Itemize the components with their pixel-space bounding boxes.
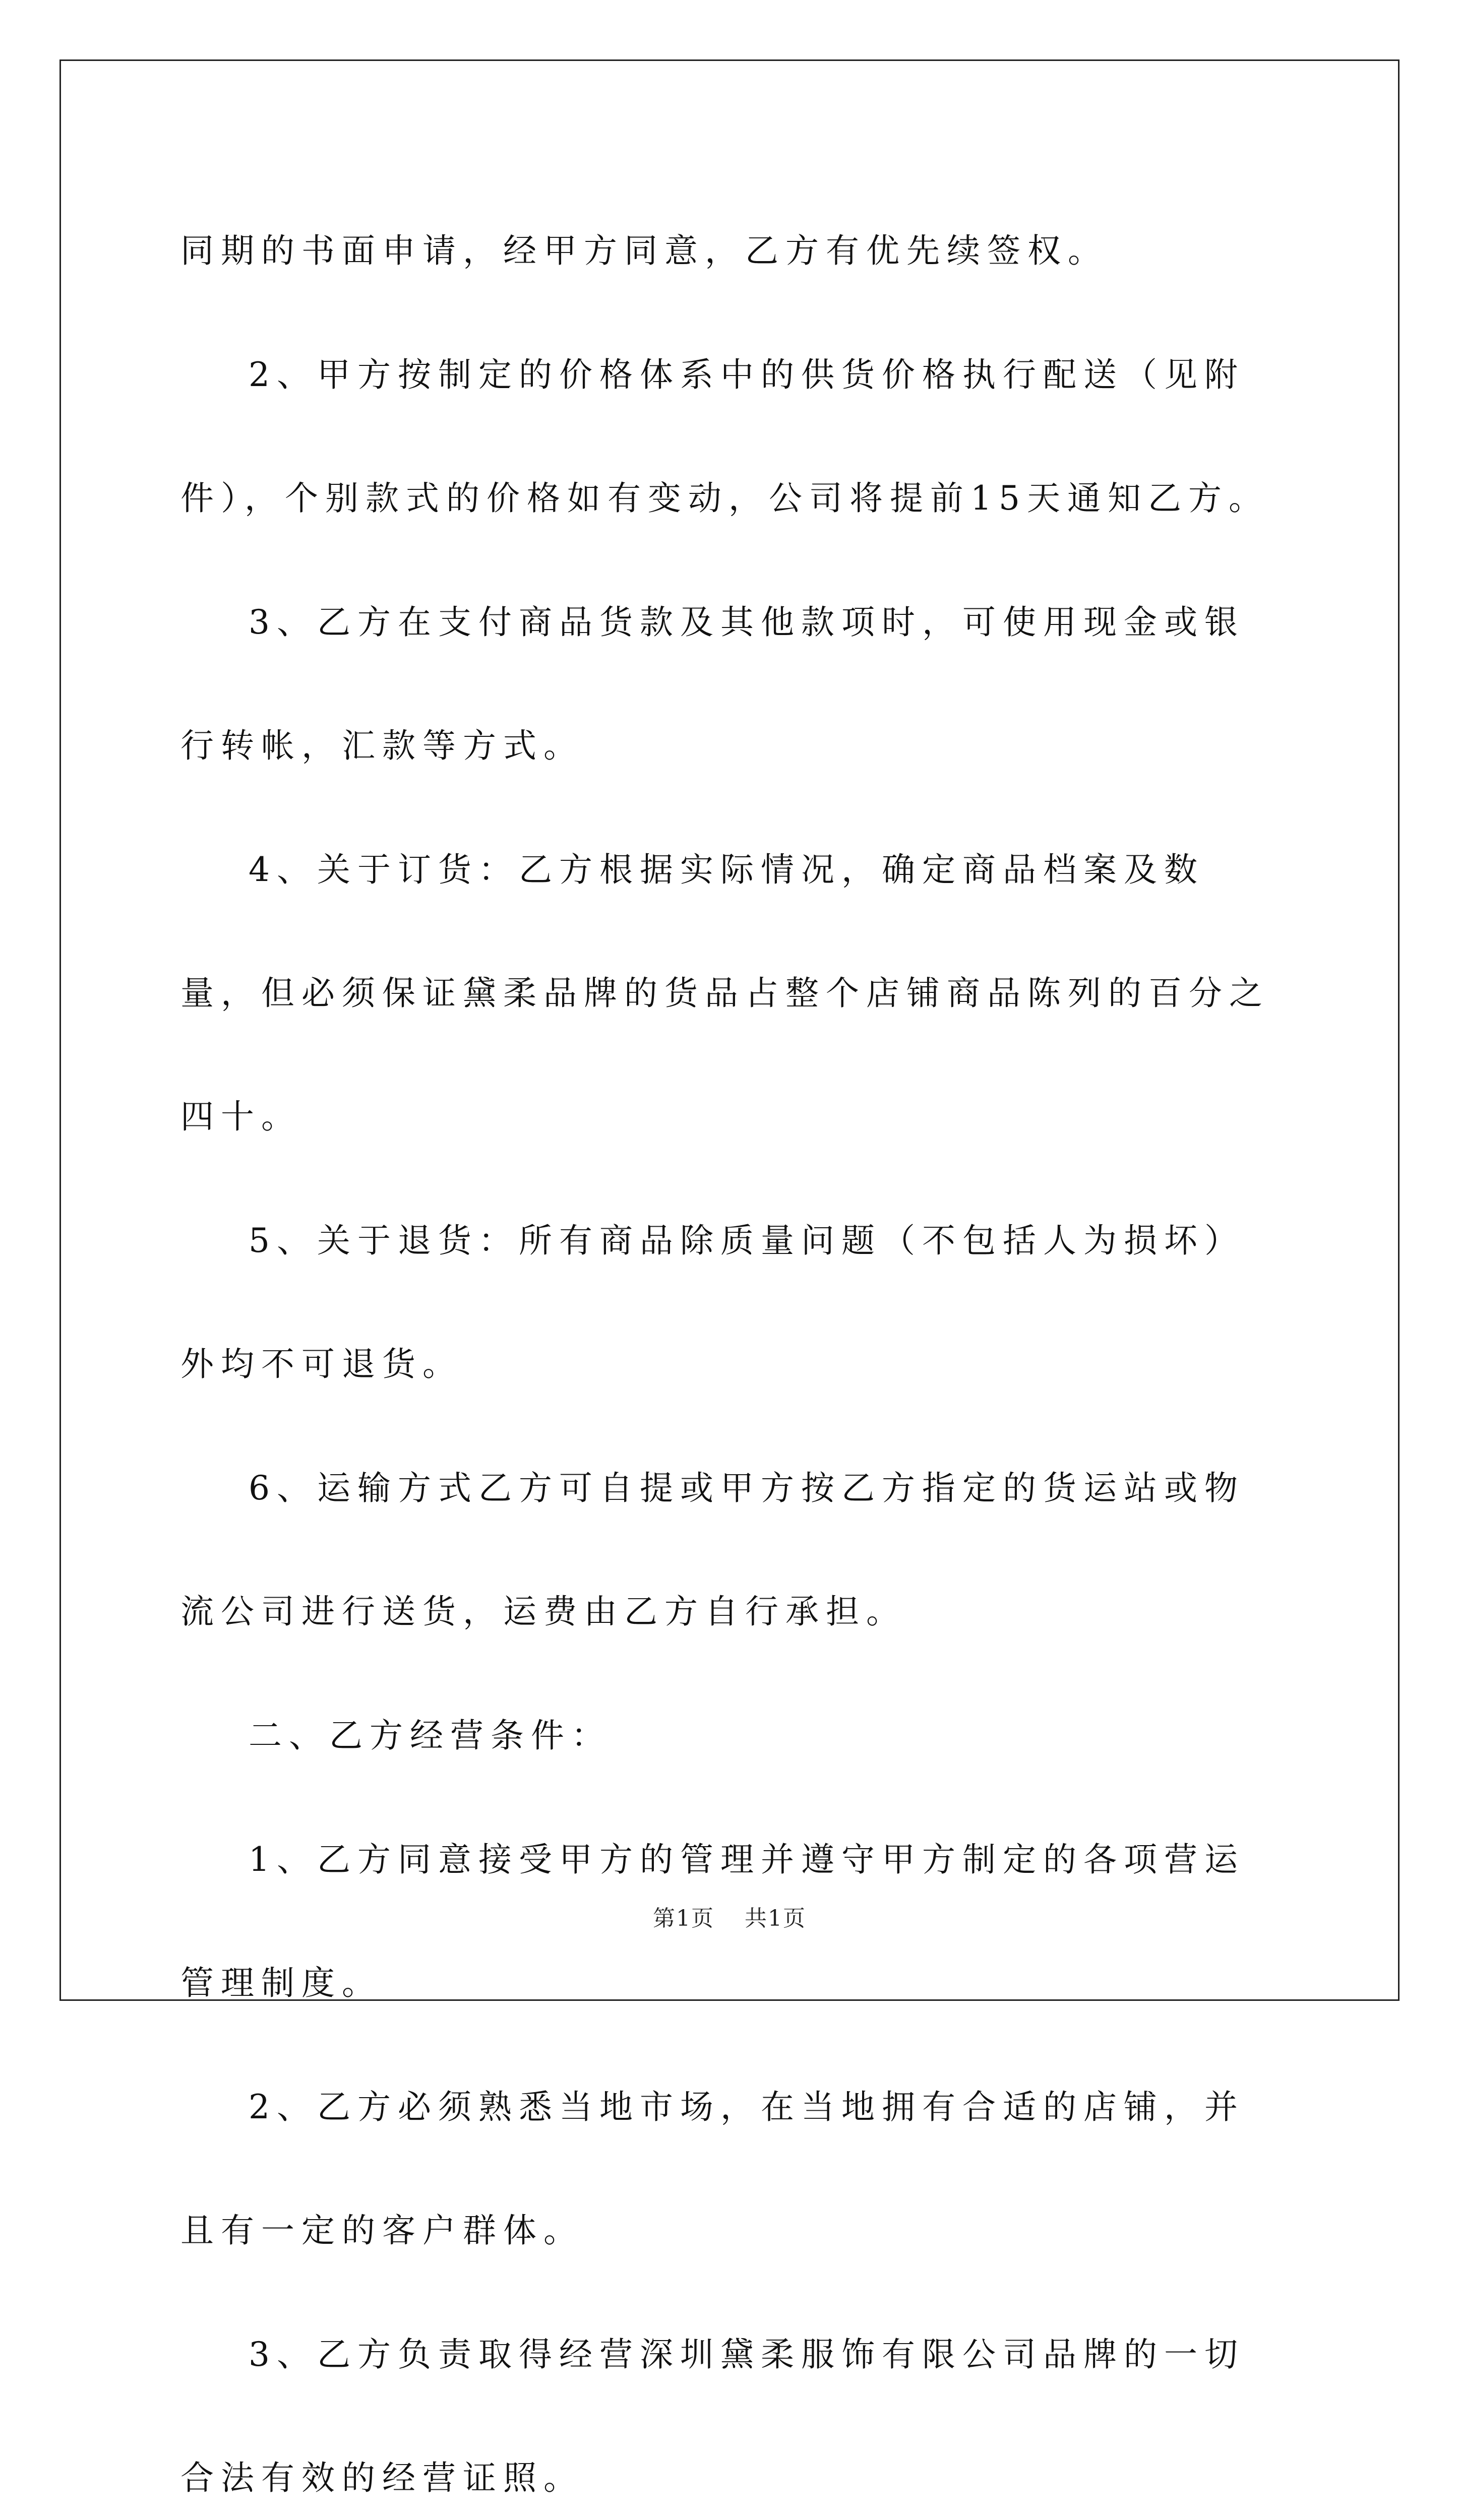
page-footer <box>0 1900 1459 1932</box>
paragraph-item-6: 6、运输方式乙方可自提或甲方按乙方指定的货运站或物流公司进行送货，运费由乙方自行承担。 <box>180 1469 1245 1631</box>
paragraph-item-3: 3、乙方在支付商品货款及其他款项时，可使用现金或银行转帐，汇款等方式。 <box>180 603 1245 765</box>
paragraph-item-2: 2、甲方按制定的价格体系中的供货价格执行配送（见附件），个别款式的价格如有变动，公司将提前15天通知乙方。 <box>180 355 1269 518</box>
page-number: 第1页 <box>653 1906 714 1931</box>
document-body <box>180 189 1285 2520</box>
paragraph-continued: 同期的书面申请，经甲方同意，乙方有优先续签权。 <box>180 231 1108 270</box>
paragraph-condition-3: 3、乙方负责取得经营深圳黛柔服饰有限公司品牌的一切合法有效的经营证照。 <box>180 2335 1245 2497</box>
paragraph-item-5: 5、关于退货：所有商品除质量问题（不包括人为损坏）外均不可退货。 <box>180 1221 1245 1383</box>
paragraph-item-4: 4、关于订货：乙方根据实际情况，确定商品档案及数量，但必须保证黛柔品牌的货品占整个店铺商品陈列的百分之四十。 <box>180 850 1269 1136</box>
page-total: 共1页 <box>745 1906 806 1931</box>
section-heading-2: 二、乙方经营条件： <box>249 1716 612 1755</box>
paragraph-condition-2: 2、乙方必须熟悉当地市场，在当地拥有合适的店铺，并且有一定的客户群体。 <box>180 2088 1245 2250</box>
paragraph-condition-1: 1、乙方同意接受甲方的管理并遵守甲方制定的各项营运管理制度。 <box>180 1840 1245 2002</box>
